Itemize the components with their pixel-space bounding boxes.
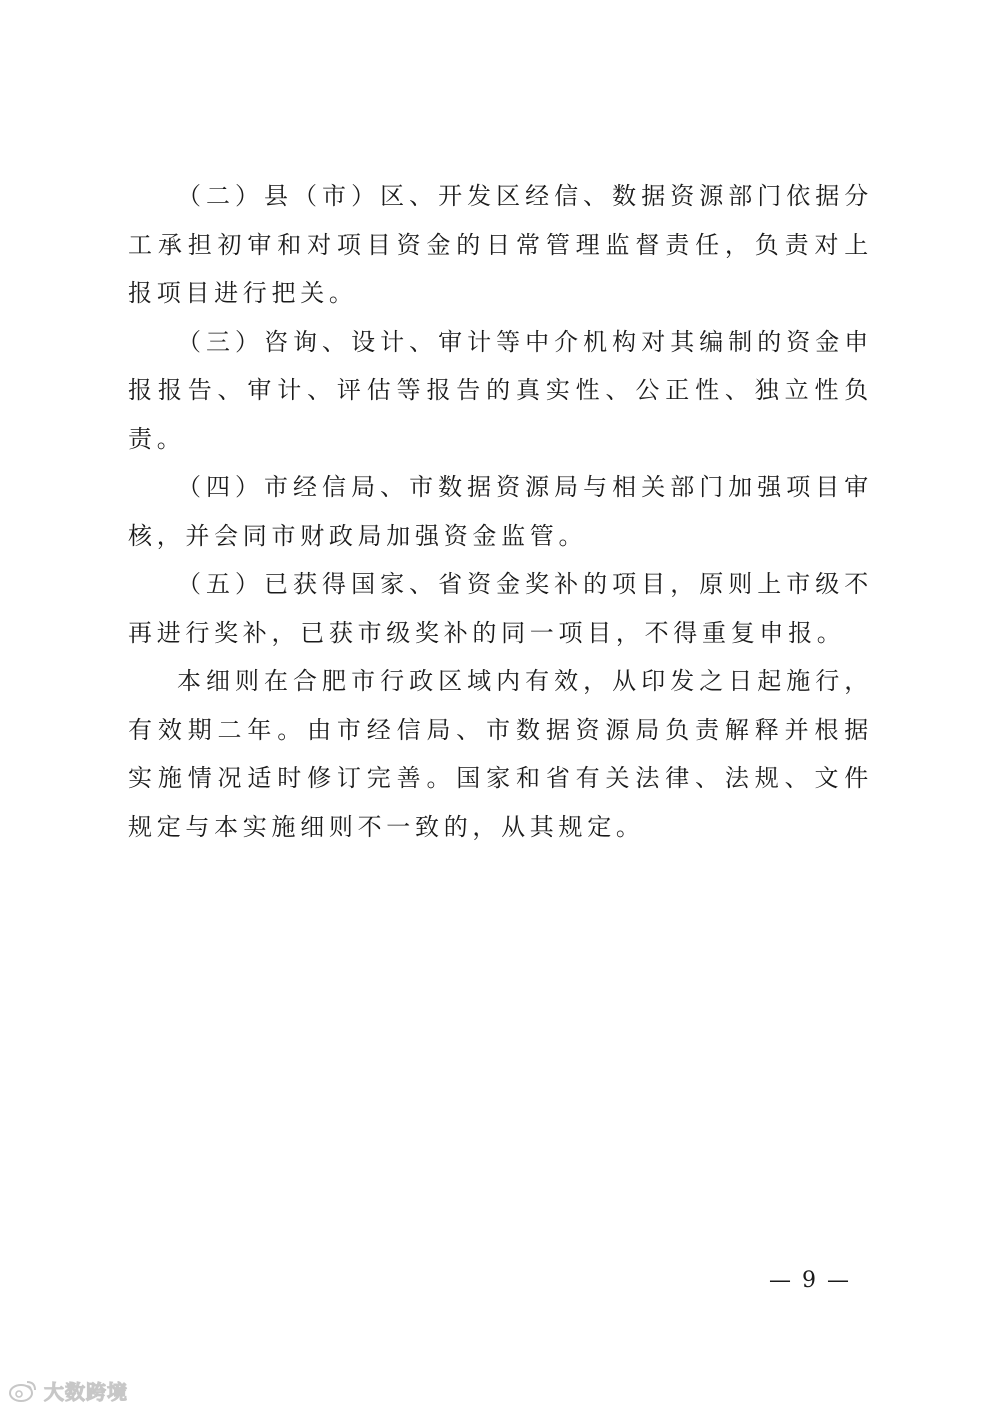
paragraph-5: （五）已获得国家、省资金奖补的项目，原则上市级不再进行奖补，已获市级奖补的同一项目，不得重复申报。 [128, 570, 873, 647]
paragraph-closing: 本细则在合肥市行政区域内有效，从印发之日起施行，有效期二年。由市经信局、市数据资源局负责解释并根据实施情况适时修订完善。国家和省有关法律、法规、文件规定与本实施细则不一致的，从其规定。 [128, 667, 873, 841]
paragraph-4: （四）市经信局、市数据资源局与相关部门加强项目审核，并会同市财政局加强资金监管。 [128, 473, 873, 550]
paragraph-3: （三）咨询、设计、审计等中介机构对其编制的资金申报报告、审计、评估等报告的真实性、公正性、独立性负责。 [128, 327, 873, 453]
document-body [128, 172, 873, 851]
paragraph-2: （二）县（市）区、开发区经信、数据资源部门依据分工承担初审和对项目资金的日常管理监督责任，负责对上报项目进行把关。 [128, 182, 873, 307]
watermark [8, 1376, 128, 1405]
watermark-text: 大数跨境 [44, 1380, 128, 1404]
weibo-logo-icon [8, 1379, 38, 1403]
page-number: — 9 — [769, 1268, 851, 1293]
